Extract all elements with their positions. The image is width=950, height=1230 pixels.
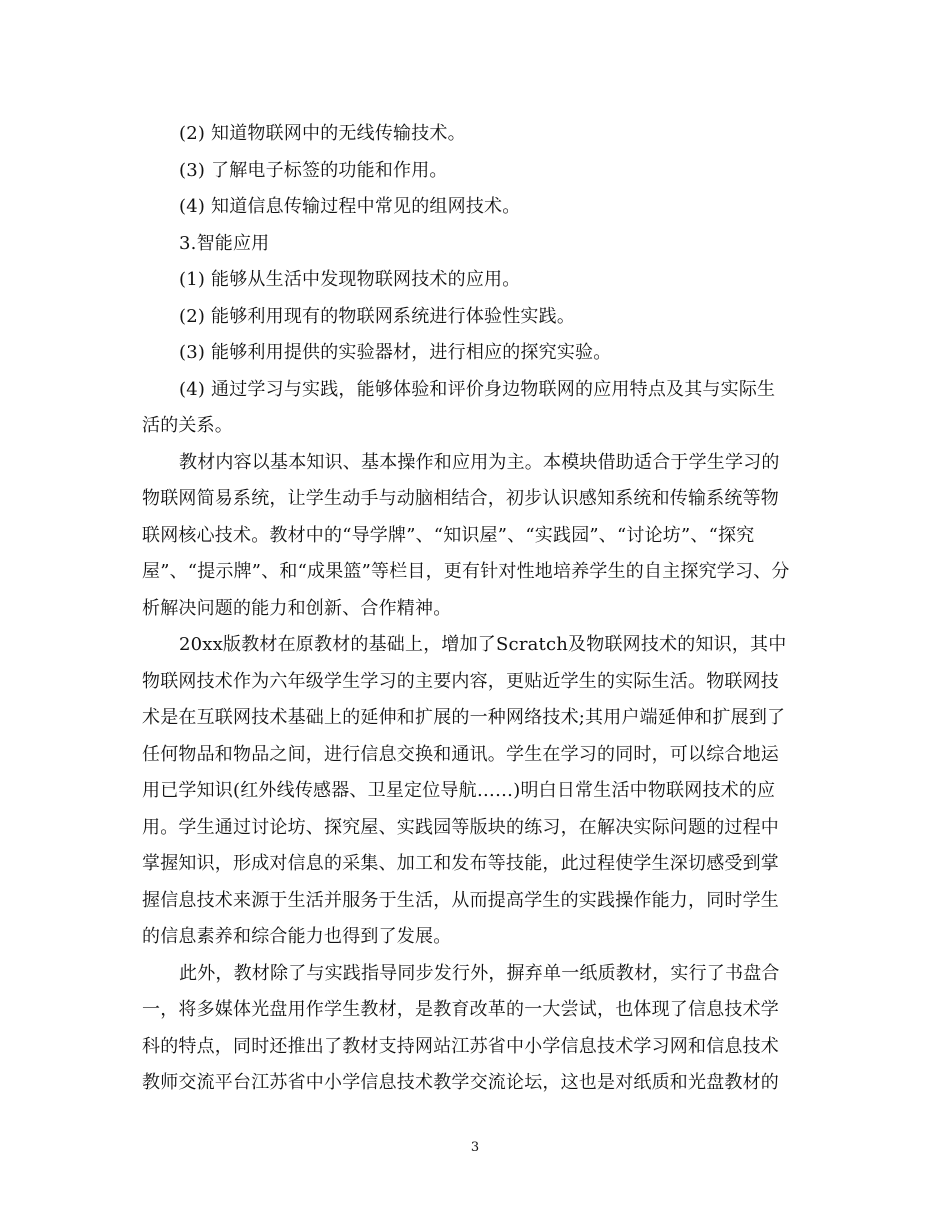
paragraph-line: 屋”、“提示牌”、和“成果篮”等栏目，更有针对性地培养学生的自主探究学习、分: [142, 561, 790, 582]
paragraph-edition: [142, 627, 808, 956]
paragraph-line: 任何物品和物品之间，进行信息交换和通讯。学生在学习的同时，可以综合地运: [142, 743, 779, 765]
list-item: (2) 能够利用现有的物联网系统进行体验性实践。: [179, 305, 576, 327]
paragraph-line: 教师交流平台江苏省中小学信息技术教学交流论坛，这也是对纸质和光盘教材的: [142, 1072, 779, 1093]
paragraph-line: (4) 通过学习与实践，能够体验和评价身边物联网的应用特点及其与实际生: [179, 378, 776, 400]
paragraph-line: 此外，教材除了与实践指导同步发行外，摒弃单一纸质教材，实行了书盘合: [179, 962, 780, 984]
list-item: (2) 知道物联网中的无线传输技术。: [179, 123, 466, 144]
paragraph-line: 的信息素养和综合能力也得到了发展。: [142, 926, 452, 947]
paragraph-line: 活的关系。: [142, 415, 233, 436]
paragraph-line: 20xx版教材在原教材的基础上，增加了Scratch及物联网技术的知识，其中: [179, 634, 787, 655]
paragraph-line: 物联网简易系统，让学生动手与动脑相结合，初步认识感知系统和传输系统等物: [142, 488, 779, 509]
paragraph-line: 析解决问题的能力和创新、合作精神。: [142, 597, 452, 619]
paragraph-line: 物联网技术作为六年级学生学习的主要内容，更贴近学生的实际生活。物联网技: [142, 670, 779, 692]
paragraph-line: 掌握知识，形成对信息的采集、加工和发布等技能，此过程使学生深切感受到掌: [142, 853, 779, 874]
paragraph-line: 术是在互联网技术基础上的延伸和扩展的一种网络技术;其用户端延伸和扩展到了: [142, 707, 786, 728]
paragraph-line: 握信息技术来源于生活并服务于生活，从而提高学生的实践操作能力，同时学生: [142, 889, 779, 911]
list-item: (4) 知道信息传输过程中常见的组网技术。: [179, 196, 521, 217]
paragraph-line: 科的特点，同时还推出了教材支持网站江苏省中小学信息技术学习网和信息技术: [142, 1035, 779, 1057]
document-body: [142, 116, 808, 1102]
list-item: (3) 能够利用提供的实验器材，进行相应的探究实验。: [179, 342, 612, 363]
list-item-paragraph: [142, 372, 808, 445]
section-heading: 3.智能应用: [179, 232, 270, 254]
paragraph-line: 用已学知识(红外线传感器、卫星定位导航……)明白日常生活中物联网技术的应: [142, 780, 776, 801]
paragraph-line: 一，将多媒体光盘用作学生教材，是教育改革的一大尝试，也体现了信息技术学: [142, 999, 779, 1020]
paragraph-besides: [142, 956, 808, 1102]
list-item: (3) 了解电子标签的功能和作用。: [179, 159, 448, 181]
paragraph-line: 教材内容以基本知识、基本操作和应用为主。本模块借助适合于学生学习的: [179, 451, 780, 473]
paragraph-line: 联网核心技术。教材中的“导学牌”、“知识屋”、“实践园”、“讨论坊”、“探究: [142, 524, 755, 546]
paragraph-textbook-content: [142, 445, 808, 628]
page-number: 3: [470, 1140, 480, 1155]
list-item: (1) 能够从生活中发现物联网技术的应用。: [179, 269, 521, 290]
paragraph-line: 用。学生通过讨论坊、探究屋、实践园等版块的练习，在解决实际问题的过程中: [142, 816, 779, 838]
